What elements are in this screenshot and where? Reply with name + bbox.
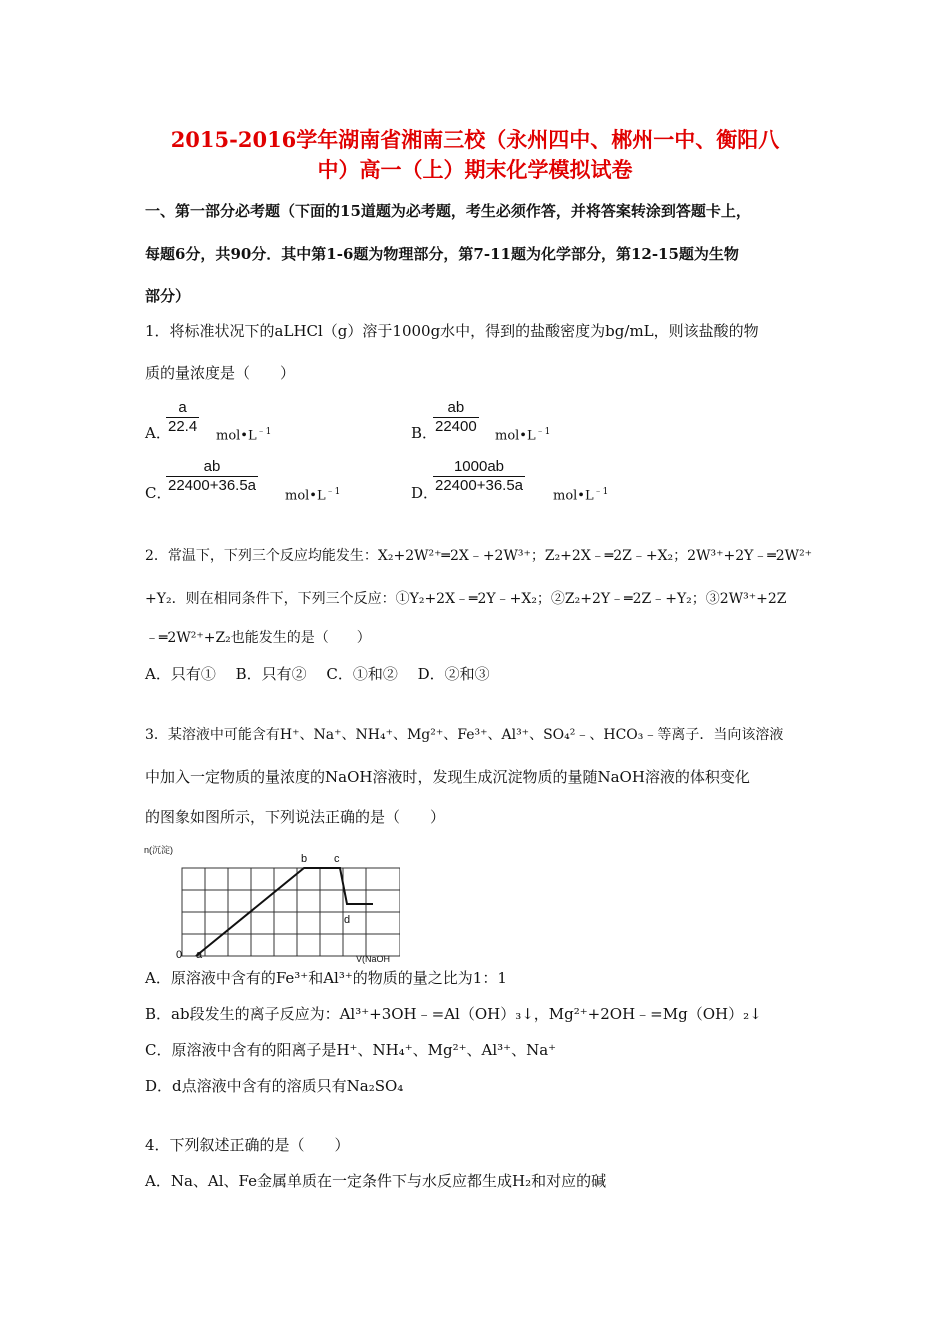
q4-option-a: A．Na、Al、Fe金属单质在一定条件下与水反应都生成H₂和对应的碱 [145, 1172, 607, 1190]
q1-option-d-unit [553, 484, 608, 503]
graph-point-c: c [334, 853, 340, 865]
q1-option-b-label: B． [411, 424, 438, 442]
q3-precipitate-graph [140, 838, 400, 964]
q1-option-b-unit [495, 424, 550, 443]
q3-stem-line1: 3．某溶液中可能含有H⁺、Na⁺、NH₄⁺、Mg²⁺、Fe³⁺、Al³⁺、SO₄²﹣、HCO₃﹣等离子．当向该溶液 [145, 727, 784, 743]
q3-option-a: A．原溶液中含有的Fe³⁺和Al³⁺的物质的量之比为1：1 [145, 969, 507, 987]
q1-option-a-fraction [166, 399, 199, 436]
q1-option-b-numerator: ab [447, 399, 465, 416]
section-heading-line1: 一、第一部分必考题（下面的15道题为必考题，考生必须作答，并将答案转涂到答题卡上， [145, 202, 751, 220]
q1-option-c-unit-exp: ﹣1 [325, 487, 341, 497]
q1-option-b-fraction [433, 399, 479, 436]
graph-ylabel: n(沉淀) [144, 845, 173, 855]
q1-option-b-unit-exp: ﹣1 [535, 427, 551, 437]
q1-option-a-unit-text: mol•L [216, 428, 257, 444]
graph-xlabel: V(NaOH [356, 954, 391, 964]
q1-option-d-unit-text: mol•L [553, 488, 594, 504]
q1-option-a-unit [216, 424, 271, 443]
section-heading-line3: 部分） [145, 287, 191, 305]
q3-stem-line3: 的图象如图所示，下列说法正确的是（ ） [145, 808, 446, 826]
q1-option-c-numerator: ab [203, 458, 221, 475]
q1-option-d-label: D． [411, 484, 439, 502]
q1-option-c-fraction [166, 458, 258, 495]
q1-option-c-unit [285, 484, 340, 503]
q1-option-b-unit-text: mol•L [495, 428, 536, 444]
q3-option-b: B．ab段发生的离子反应为：Al³⁺+3OH﹣=Al（OH）₃↓，Mg²⁺+2OH﹣=Mg（OH）₂↓ [145, 1005, 762, 1023]
graph-grid [182, 868, 400, 956]
q1-option-a-unit-exp: ﹣1 [256, 427, 272, 437]
q1-option-d-unit-exp: ﹣1 [593, 487, 609, 497]
q1-option-a-label: A． [145, 424, 171, 442]
q2-stem-line2: +Y₂．则在相同条件下，下列三个反应：①Y₂+2X﹣═2Y﹣+X₂；②Z₂+2Y﹣═2Z﹣+Y₂；③2W³⁺+2Z [145, 591, 787, 607]
graph-point-b: b [301, 853, 308, 865]
q1-option-c-label: C． [145, 484, 172, 502]
q3-option-d: D．d点溶液中含有的溶质只有Na₂SO₄ [145, 1077, 404, 1095]
graph-point-d: d [344, 914, 351, 926]
section-heading-line2: 每题6分，共90分．其中第1-6题为物理部分，第7-11题为化学部分，第12-15题为生物 [145, 245, 739, 263]
q1-stem-line1: 1．将标准状况下的aLHCl（g）溶于1000g水中，得到的盐酸密度为bg/mL，则该盐酸的物 [145, 322, 759, 340]
q3-option-c: C．原溶液中含有的阳离子是H⁺、NH₄⁺、Mg²⁺、Al³⁺、Na⁺ [145, 1041, 557, 1059]
q1-option-b-denominator: 22400 [435, 418, 477, 435]
q1-stem-line2: 质的量浓度是（ ） [145, 364, 296, 382]
q2-stem-line1: 2．常温下，下列三个反应均能发生：X₂+2W²⁺═2X﹣+2W³⁺；Z₂+2X﹣═2Z﹣+X₂；2W³⁺+2Y﹣═2W²⁺ [145, 548, 813, 564]
q1-option-d-denominator: 22400+36.5a [435, 477, 524, 494]
q4-stem: 4．下列叙述正确的是（ ） [145, 1136, 350, 1154]
q1-option-d-fraction [433, 458, 525, 495]
q1-option-c-denominator: 22400+36.5a [168, 477, 257, 494]
graph-origin-label: 0 [176, 949, 183, 961]
q1-option-d-numerator: 1000ab [453, 458, 505, 475]
graph-point-a: a [196, 949, 203, 961]
q1-option-c-unit-text: mol•L [285, 488, 326, 504]
q2-stem-line3: ﹣═2W²⁺+Z₂也能发生的是（ ） [145, 630, 371, 646]
q1-option-a-numerator: a [178, 399, 187, 416]
q3-stem-line2: 中加入一定物质的量浓度的NaOH溶液时，发现生成沉淀物质的量随NaOH溶液的体积变化 [145, 768, 750, 786]
q2-options: A．只有① B．只有② C．①和② D．②和③ [145, 665, 490, 683]
exam-title-line2: 中）高一（上）期末化学模拟试卷 [317, 157, 633, 182]
q1-option-a-denominator: 22.4 [168, 418, 198, 435]
exam-title-line1: 2015-2016学年湖南省湘南三校（永州四中、郴州一中、衡阳八 [170, 127, 780, 152]
